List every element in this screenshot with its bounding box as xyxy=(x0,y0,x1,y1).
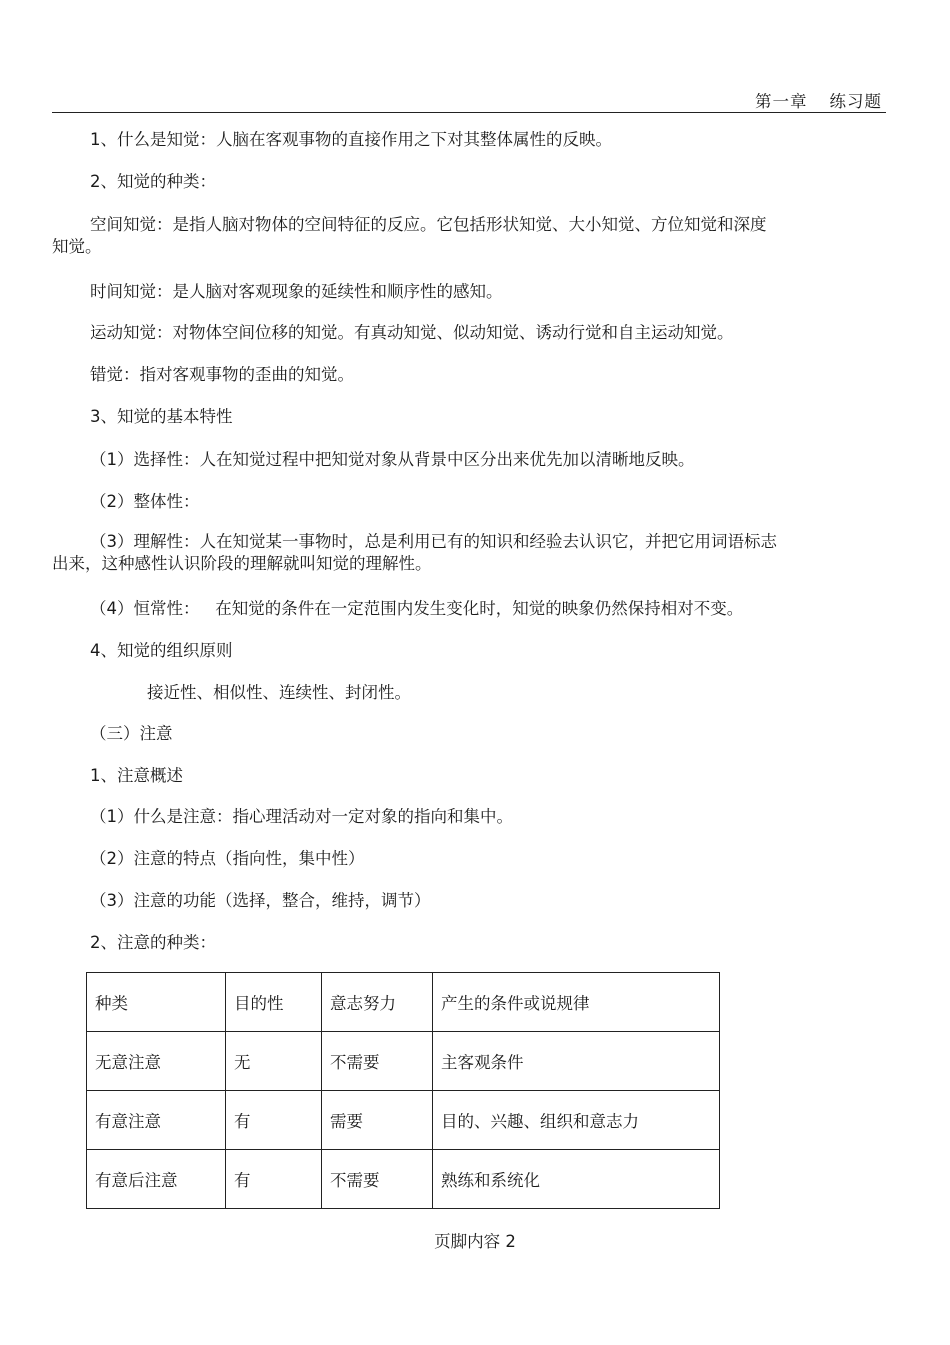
text-paragraph: 空间知觉：是指人脑对物体的空间特征的反应。它包括形状知觉、大小知觉、方位知觉和深度 知觉。 xyxy=(52,215,767,256)
page-header xyxy=(52,86,886,113)
table-row xyxy=(87,1091,720,1150)
text-paragraph: （3）理解性：人在知觉某一事物时，总是利用已有的知识和经验去认识它，并把它用词语标志 出来，这种感性认识阶段的理解就叫知觉的理解性。 xyxy=(52,532,777,573)
table-cell: 需要 xyxy=(322,1091,433,1150)
table-cell: 意志努力 xyxy=(322,973,433,1032)
table-cell: 有意注意 xyxy=(87,1091,226,1150)
table-cell: 有 xyxy=(226,1091,322,1150)
text-line: 时间知觉：是人脑对客观现象的延续性和顺序性的感知。 xyxy=(90,282,503,301)
text-line: 2、知觉的种类： xyxy=(90,172,216,191)
table-row xyxy=(87,1150,720,1209)
table-cell: 目的性 xyxy=(226,973,322,1032)
text-line: 错觉：指对客观事物的歪曲的知觉。 xyxy=(90,365,354,384)
table-header-row xyxy=(87,973,720,1032)
text-line: 1、什么是知觉：人脑在客观事物的直接作用之下对其整体属性的反映。 xyxy=(90,130,612,149)
chapter-label: 第一章 xyxy=(755,92,808,111)
header-title: 练习题 xyxy=(829,92,882,111)
section-heading: （三）注意 xyxy=(90,724,173,743)
text-line: （1）选择性：人在知觉过程中把知觉对象从背景中区分出来优先加以清晰地反映。 xyxy=(90,450,695,469)
text-line: （2）注意的特点（指向性，集中性） xyxy=(90,849,365,868)
section-heading: 3、知觉的基本特性 xyxy=(90,407,233,426)
text-line: （1）什么是注意：指心理活动对一定对象的指向和集中。 xyxy=(90,807,513,826)
text-line: （4）恒常性： 在知觉的条件在一定范围内发生变化时，知觉的映象仍然保持相对不变。 xyxy=(90,599,744,618)
text-line: 接近性、相似性、连续性、封闭性。 xyxy=(147,683,411,702)
text-line: 运动知觉：对物体空间位移的知觉。有真动知觉、似动知觉、诱动行觉和自主运动知觉。 xyxy=(90,323,734,342)
text-line: （2）整体性： xyxy=(90,492,200,511)
table-cell: 不需要 xyxy=(322,1032,433,1091)
table-cell: 产生的条件或说规律 xyxy=(433,973,720,1032)
section-heading: 2、注意的种类： xyxy=(90,933,216,952)
table-cell: 熟练和系统化 xyxy=(433,1150,720,1209)
table-row xyxy=(87,1032,720,1091)
table-cell: 无意注意 xyxy=(87,1032,226,1091)
table-cell: 有 xyxy=(226,1150,322,1209)
table-cell: 无 xyxy=(226,1032,322,1091)
text-line: （3）注意的功能（选择，整合，维持，调节） xyxy=(90,891,431,910)
attention-types-table xyxy=(86,972,720,1209)
table-cell: 目的、兴趣、组织和意志力 xyxy=(433,1091,720,1150)
table-cell: 种类 xyxy=(87,973,226,1032)
section-heading: 4、知觉的组织原则 xyxy=(90,641,233,660)
table-cell: 不需要 xyxy=(322,1150,433,1209)
table-cell: 有意后注意 xyxy=(87,1150,226,1209)
section-heading: 1、注意概述 xyxy=(90,766,183,785)
table-cell: 主客观条件 xyxy=(433,1032,720,1091)
page-footer: 页脚内容 2 xyxy=(434,1232,516,1251)
